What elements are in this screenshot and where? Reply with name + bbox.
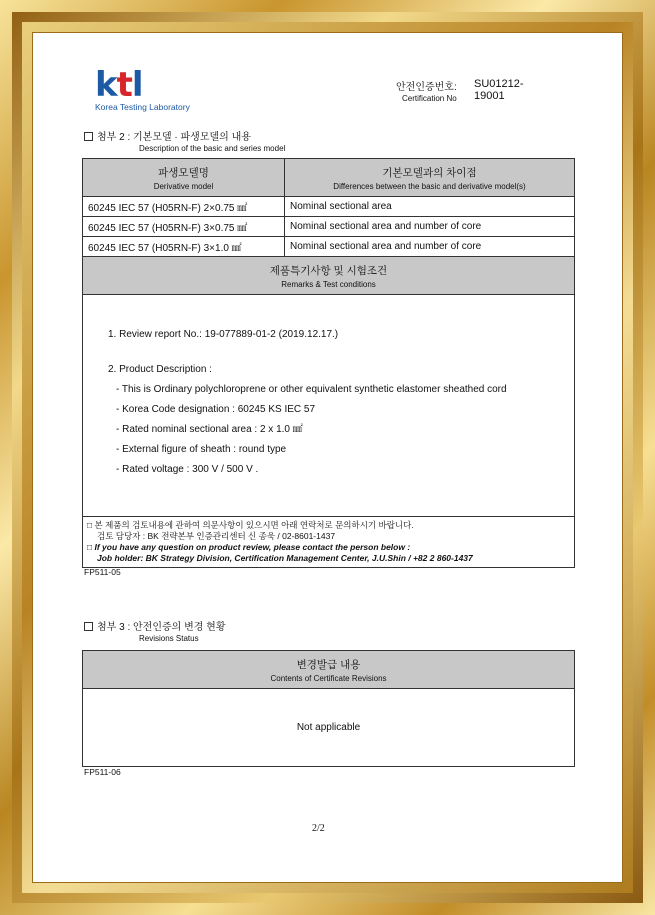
model-cell: 60245 IEC 57 (H05RN-F) 2×0.75 ㎟ xyxy=(83,197,285,217)
product-description-title: 2. Product Description : xyxy=(108,364,212,375)
difference-cell: Nominal sectional area and number of core xyxy=(285,217,575,237)
description-line: - Korea Code designation : 60245 KS IEC 57 xyxy=(116,404,316,415)
table-row xyxy=(83,197,575,217)
model-cell: 60245 IEC 57 (H05RN-F) 3×1.0 ㎟ xyxy=(83,237,285,257)
table-row xyxy=(83,237,575,257)
cert-label-en: Certification No xyxy=(402,94,457,103)
page-number: 2/2 xyxy=(312,823,325,834)
notice-ko-1: □ 본 제품의 검토내용에 관하여 의문사항이 있으시면 아래 연락처로 문의하시기 바랍니다. xyxy=(87,520,414,530)
notice-en-2: Job holder: BK Strategy Division, Certification Management Center, J.U.Shin / +82 2 860-1437 xyxy=(97,553,473,563)
form-code-2: FP511-06 xyxy=(84,767,121,777)
difference-cell: Nominal sectional area xyxy=(285,197,575,217)
col2-en: Differences between the basic and derivative model(s) xyxy=(333,181,526,191)
revisions-body: Not applicable xyxy=(83,689,575,767)
review-report: 1. Review report No.: 19-077889-01-2 (2019.12.17.) xyxy=(108,329,339,340)
remarks-ko: 제품특기사항 및 시험조건 xyxy=(269,264,388,277)
remarks-body xyxy=(83,295,575,517)
certification-number xyxy=(396,78,524,103)
model-cell: 60245 IEC 57 (H05RN-F) 3×0.75 ㎟ xyxy=(83,217,285,237)
ktl-logo xyxy=(95,65,190,112)
description-line: - This is Ordinary polychloroprene or other equivalent synthetic elastomer sheathed cord xyxy=(116,384,507,395)
col-differences xyxy=(285,159,575,197)
description-line: - External figure of sheath : round type xyxy=(116,444,287,455)
notice-en-1: □ If you have any question on product review, please contact the person below : xyxy=(87,542,411,552)
derivative-model-table xyxy=(82,158,575,568)
col1-en: Derivative model xyxy=(153,181,214,191)
description-line: - Rated voltage : 300 V / 500 V . xyxy=(116,464,259,475)
attachment3-heading xyxy=(84,618,226,643)
attachment2-title-en: Description of the basic and series model xyxy=(139,144,286,153)
attachment2-title-ko: 첨부 2 : 기본모델 · 파생모델의 내용 xyxy=(97,132,251,143)
table-row xyxy=(83,217,575,237)
cert-number: SU01212-19001 xyxy=(474,78,524,102)
logo-subtitle: Korea Testing Laboratory xyxy=(95,102,190,112)
revisions-header-ko: 변경발급 내용 xyxy=(296,658,361,671)
revisions-header-en: Contents of Certificate Revisions xyxy=(270,673,387,683)
col2-ko: 기본모델과의 차이점 xyxy=(382,166,477,179)
col-derivative-model xyxy=(83,159,285,197)
logo-mark: ktl xyxy=(95,65,143,105)
cert-label-ko: 안전인증번호: xyxy=(396,82,457,93)
notice-ko-2: 검토 담당자 : BK 전략본부 인증관리센터 신 종욱 / 02-8601-1437 xyxy=(97,531,336,541)
revisions-table xyxy=(82,650,575,767)
revisions-header xyxy=(83,651,575,689)
remarks-en: Remarks & Test conditions xyxy=(281,279,376,289)
contact-notice xyxy=(83,517,575,568)
form-code-1: FP511-05 xyxy=(84,567,121,577)
description-line: - Rated nominal sectional area : 2 x 1.0 ㎟ xyxy=(116,424,303,435)
attachment3-title-en: Revisions Status xyxy=(139,634,199,643)
attachment3-title-ko: 첨부 3 : 안전인증의 변경 현황 xyxy=(97,622,226,633)
col1-ko: 파생모델명 xyxy=(158,166,209,179)
checkbox-icon xyxy=(84,132,93,141)
attachment2-heading xyxy=(84,128,285,153)
remarks-header xyxy=(83,257,575,295)
checkbox-icon xyxy=(84,622,93,631)
difference-cell: Nominal sectional area and number of core xyxy=(285,237,575,257)
